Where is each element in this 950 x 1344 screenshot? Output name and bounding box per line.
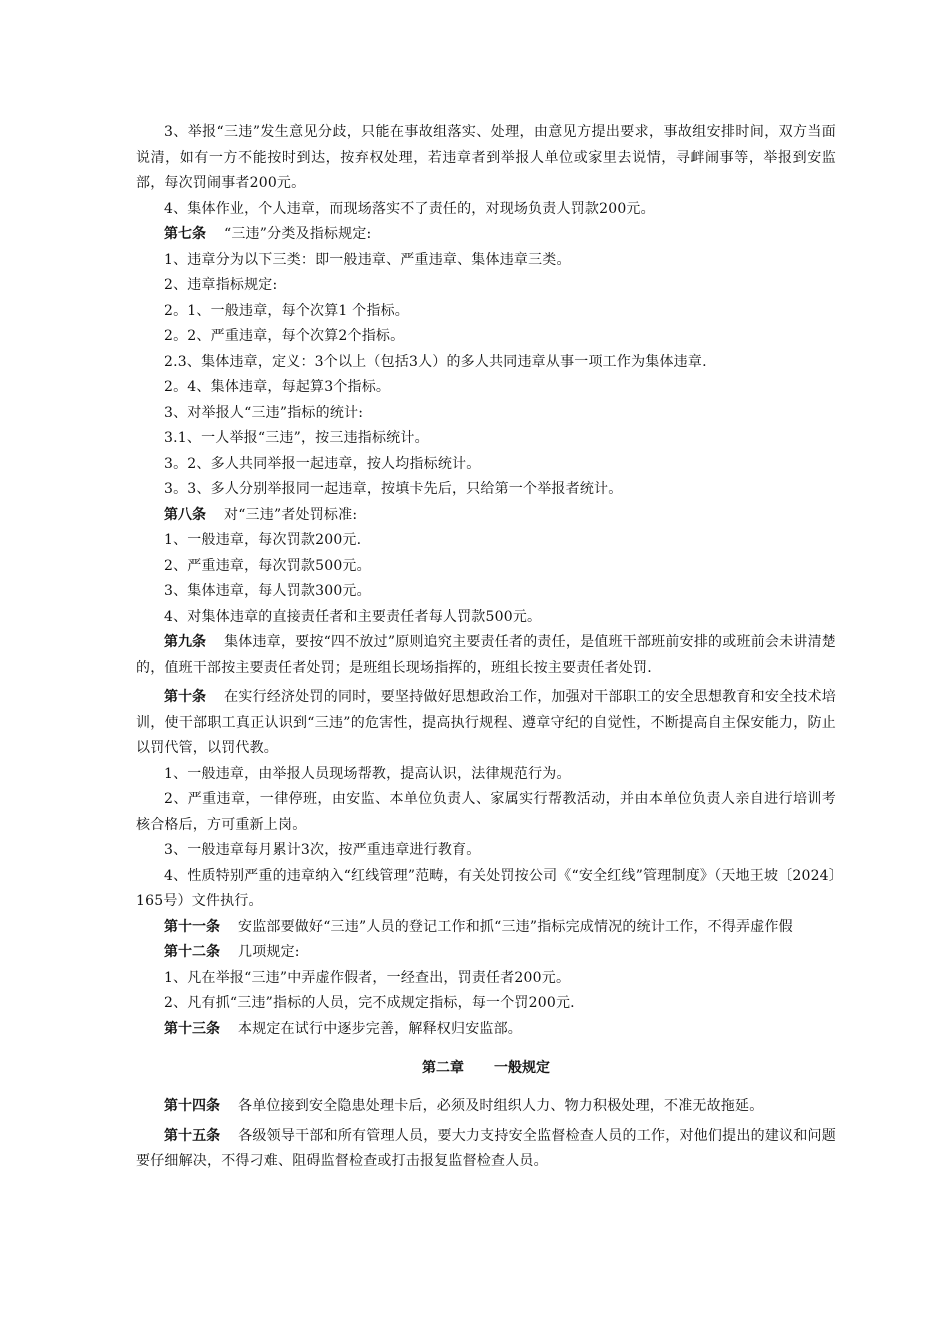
article-10-text: 在实行经济处罚的同时，要坚持做好思想政治工作，加强对干部职工的安全思想教育和安全技术培训，使干部职工真正认识到“三违”的危害性，提高执行规程、遵章守纪的自觉性，不断提高自主保安能力，防止以罚代管，以罚代教。: [136, 689, 836, 756]
article-7-label: 第七条: [164, 226, 206, 242]
article-10: [136, 685, 836, 762]
article-7-item: 2。4、集体违章，每起算3个指标。: [164, 379, 391, 395]
article-13-text: 本规定在试行中逐步完善，解释权归安监部。: [238, 1020, 522, 1037]
article-7-item: 3。3、多人分别举报同一起违章，按填卡先后，只给第一个举报者统计。: [164, 481, 623, 497]
article-11: [136, 915, 836, 941]
chapter-title: 一般规定: [494, 1060, 550, 1076]
document-body: [136, 120, 836, 1175]
article-11-text: 安监部要做好“三违”人员的登记工作和抓“三违”指标完成情况的统计工作，不得弄虚作假: [238, 918, 793, 935]
article-12-heading: [136, 940, 836, 966]
article-12-label: 第十二条: [164, 944, 220, 960]
article-8-label: 第八条: [164, 506, 206, 523]
article-7-item: 3.1、一人举报“三违”，按三违指标统计。: [164, 430, 429, 446]
article-7-item: 3、对举报人“三违”指标的统计:: [164, 404, 364, 421]
article-7-item: 2。1、一般违章，每个次算1 个指标。: [164, 302, 409, 319]
article-15: [136, 1124, 836, 1175]
article-13: [136, 1017, 836, 1043]
article-8-heading: [136, 503, 836, 529]
article-15-label: 第十五条: [164, 1127, 221, 1144]
article-9: [136, 630, 836, 681]
article-10-label: 第十条: [164, 689, 207, 705]
article-8-item: 3、集体违章，每人罚款300元。: [164, 583, 371, 599]
article-8-title: 对“三违”者处罚标准:: [224, 506, 358, 523]
article-10-item: 2、严重违章，一律停班，由安监、本单位负责人、家属实行帮教活动，并由本单位负责人亲自进行培训考核合格后，方可重新上岗。: [136, 791, 836, 833]
article-14-text: 各单位接到安全隐患处理卡后，必须及时组织人力、物力积极处理，不准无故拖延。: [238, 1098, 764, 1114]
article-7-item: 2。2、严重违章，每个次算2个指标。: [164, 328, 405, 344]
paragraph-item-3: 3、举报“三违”发生意见分歧，只能在事故组落实、处理，由意见方提出要求，事故组安排时间，双方当面说清，如有一方不能按时到达，按弃权处理，若违章者到举报人单位或家里去说情，寻衅闹事等，举报到安监部，每次罚闹事者200元。: [136, 124, 836, 191]
article-15-text: 各级领导干部和所有管理人员，要大力支持安全监督检查人员的工作，对他们提出的建议和问题要仔细解决，不得刁难、阻碍监督检查或打击报复监督检查人员。: [136, 1127, 836, 1169]
article-10-item: 1、一般违章，由举报人员现场帮教，提高认识，法律规范行为。: [164, 765, 571, 782]
article-13-label: 第十三条: [164, 1020, 220, 1037]
article-8-item: 1、一般违章，每次罚款200元.: [164, 532, 362, 548]
article-11-label: 第十一条: [164, 918, 220, 935]
chapter-heading: [136, 1056, 836, 1081]
article-8-item: 2、严重违章，每次罚款500元。: [164, 557, 371, 574]
article-14: [136, 1094, 836, 1120]
article-12-item: 2、凡有抓“三违”指标的人员，完不成规定指标，每一个罚200元.: [164, 995, 575, 1011]
article-7-item: 2.3、集体违章，定义：3个以上（包括3人）的多人共同违章从事一项工作为集体违章.: [164, 353, 707, 370]
article-9-text: 集体违章，要按“四不放过”原则追究主要责任者的责任，是值班干部班前安排的或班前会未讲清楚的，值班干部按主要责任者处罚；是班组长现场指挥的，班组长按主要责任者处罚.: [136, 634, 836, 676]
article-14-label: 第十四条: [164, 1098, 220, 1114]
article-7-item: 1、违章分为以下三类：即一般违章、严重违章、集体违章三类。: [164, 251, 571, 268]
article-7-item: 2、违章指标规定:: [164, 277, 278, 293]
paragraph-item-4: 4、集体作业，个人违章，而现场落实不了责任的，对现场负责人罚款200元。: [164, 200, 655, 217]
article-10-item: 3、一般违章每月累计3次，按严重违章进行教育。: [164, 842, 481, 858]
article-7-item: 3。2、多人共同举报一起违章，按人均指标统计。: [164, 455, 481, 472]
article-12-title: 几项规定:: [238, 944, 300, 960]
article-8-item: 4、对集体违章的直接责任者和主要责任者每人罚款500元。: [164, 608, 542, 625]
article-12-item: 1、凡在举报“三违”中弄虚作假者，一经查出，罚责任者200元。: [164, 969, 571, 986]
article-10-item: 4、性质特别严重的违章纳入“红线管理”范畴，有关处罚按公司《“安全红线”管理制度》（天地王坡〔2024〕165号）文件执行。: [136, 867, 836, 909]
article-9-label: 第九条: [164, 634, 207, 650]
chapter-number: 第二章: [422, 1060, 464, 1076]
article-7-heading: [136, 222, 836, 248]
article-7-title: “三违”分类及指标规定:: [224, 226, 372, 242]
